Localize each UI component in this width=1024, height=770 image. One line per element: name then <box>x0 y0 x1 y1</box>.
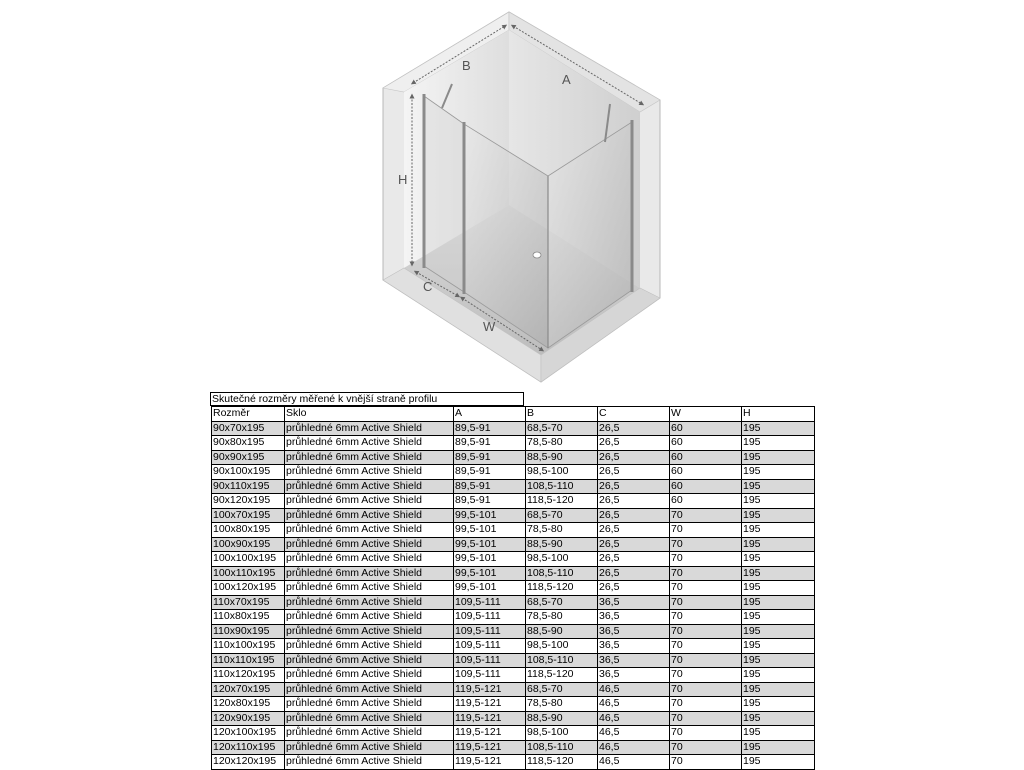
table-cell: 110x110x195 <box>212 653 285 668</box>
table-cell: 195 <box>742 552 815 567</box>
table-cell: 46,5 <box>598 711 670 726</box>
table-cell: 195 <box>742 479 815 494</box>
table-cell: 195 <box>742 537 815 552</box>
table-cell: 70 <box>670 523 742 538</box>
table-cell: 195 <box>742 523 815 538</box>
table-cell: průhledné 6mm Active Shield <box>285 523 454 538</box>
table-cell: průhledné 6mm Active Shield <box>285 421 454 436</box>
table-row <box>212 668 815 683</box>
table-cell: 195 <box>742 436 815 451</box>
table-cell: 68,5-70 <box>526 682 598 697</box>
table-cell: 100x100x195 <box>212 552 285 567</box>
table-cell: 120x80x195 <box>212 697 285 712</box>
table-cell: průhledné 6mm Active Shield <box>285 465 454 480</box>
table-cell: 119,5-121 <box>454 682 526 697</box>
table-cell: 70 <box>670 697 742 712</box>
table-row <box>212 740 815 755</box>
table-cell: 68,5-70 <box>526 508 598 523</box>
table-cell: 108,5-110 <box>526 566 598 581</box>
table-cell: 108,5-110 <box>526 740 598 755</box>
table-cell: průhledné 6mm Active Shield <box>285 595 454 610</box>
table-cell: 26,5 <box>598 523 670 538</box>
table-cell: 120x110x195 <box>212 740 285 755</box>
table-cell: 109,5-111 <box>454 639 526 654</box>
table-cell: 46,5 <box>598 697 670 712</box>
table-cell: 60 <box>670 479 742 494</box>
table-row <box>212 421 815 436</box>
table-cell: 70 <box>670 595 742 610</box>
table-cell: 70 <box>670 566 742 581</box>
table-cell: 26,5 <box>598 421 670 436</box>
table-row <box>212 726 815 741</box>
table-header-cell: W <box>670 407 742 422</box>
table-cell: 26,5 <box>598 552 670 567</box>
table-cell: průhledné 6mm Active Shield <box>285 552 454 567</box>
table-cell: 70 <box>670 508 742 523</box>
table-cell: 109,5-111 <box>454 624 526 639</box>
table-cell: 46,5 <box>598 740 670 755</box>
table-cell: 70 <box>670 552 742 567</box>
table-cell: 89,5-91 <box>454 479 526 494</box>
table-cell: průhledné 6mm Active Shield <box>285 726 454 741</box>
table-cell: 99,5-101 <box>454 581 526 596</box>
table-row <box>212 711 815 726</box>
table-cell: 36,5 <box>598 610 670 625</box>
table-cell: 109,5-111 <box>454 595 526 610</box>
table-row <box>212 552 815 567</box>
table-row <box>212 479 815 494</box>
table-cell: 90x100x195 <box>212 465 285 480</box>
table-cell: 120x100x195 <box>212 726 285 741</box>
table-cell: 88,5-90 <box>526 537 598 552</box>
table-cell: 46,5 <box>598 682 670 697</box>
table-cell: 70 <box>670 726 742 741</box>
table-cell: 26,5 <box>598 450 670 465</box>
table-cell: 90x90x195 <box>212 450 285 465</box>
table-cell: 119,5-121 <box>454 711 526 726</box>
table-header-cell: C <box>598 407 670 422</box>
table-cell: 90x120x195 <box>212 494 285 509</box>
table-cell: 90x80x195 <box>212 436 285 451</box>
table-cell: 100x80x195 <box>212 523 285 538</box>
table-cell: 100x70x195 <box>212 508 285 523</box>
table-cell: 89,5-91 <box>454 436 526 451</box>
table-cell: 195 <box>742 639 815 654</box>
table-cell: průhledné 6mm Active Shield <box>285 740 454 755</box>
table-cell: 36,5 <box>598 624 670 639</box>
table-cell: 109,5-111 <box>454 668 526 683</box>
table-cell: 89,5-91 <box>454 494 526 509</box>
table-row <box>212 639 815 654</box>
table-cell: 98,5-100 <box>526 726 598 741</box>
table-cell: 118,5-120 <box>526 755 598 770</box>
table-cell: 195 <box>742 755 815 770</box>
table-header-cell: B <box>526 407 598 422</box>
table-cell: průhledné 6mm Active Shield <box>285 508 454 523</box>
table-cell: 100x110x195 <box>212 566 285 581</box>
table-cell: 70 <box>670 711 742 726</box>
table-cell: 98,5-100 <box>526 639 598 654</box>
table-cell: 60 <box>670 494 742 509</box>
table-cell: 36,5 <box>598 653 670 668</box>
table-row <box>212 595 815 610</box>
table-cell: 68,5-70 <box>526 421 598 436</box>
table-cell: 118,5-120 <box>526 668 598 683</box>
table-cell: průhledné 6mm Active Shield <box>285 537 454 552</box>
table-row <box>212 610 815 625</box>
dim-label-w: W <box>483 319 496 334</box>
table-cell: průhledné 6mm Active Shield <box>285 697 454 712</box>
table-cell: 60 <box>670 450 742 465</box>
table-row <box>212 566 815 581</box>
table-cell: 70 <box>670 740 742 755</box>
table-cell: 70 <box>670 682 742 697</box>
table-row <box>212 450 815 465</box>
table-cell: 109,5-111 <box>454 653 526 668</box>
table-cell: 110x120x195 <box>212 668 285 683</box>
table-cell: průhledné 6mm Active Shield <box>285 711 454 726</box>
table-cell: 100x120x195 <box>212 581 285 596</box>
table-cell: 100x90x195 <box>212 537 285 552</box>
table-caption: Skutečné rozměry měřené k vnější straně profilu <box>210 392 524 406</box>
table-row <box>212 494 815 509</box>
table-cell: 88,5-90 <box>526 624 598 639</box>
table-cell: 98,5-100 <box>526 465 598 480</box>
table-cell: 108,5-110 <box>526 479 598 494</box>
table-cell: 120x90x195 <box>212 711 285 726</box>
table-cell: 70 <box>670 581 742 596</box>
table-cell: 99,5-101 <box>454 552 526 567</box>
table-cell: 70 <box>670 610 742 625</box>
table-cell: 68,5-70 <box>526 595 598 610</box>
table-cell: průhledné 6mm Active Shield <box>285 668 454 683</box>
table-cell: 119,5-121 <box>454 697 526 712</box>
table-cell: 78,5-80 <box>526 610 598 625</box>
drain-icon <box>533 252 541 258</box>
table-cell: 26,5 <box>598 465 670 480</box>
table-header-cell: H <box>742 407 815 422</box>
table-cell: průhledné 6mm Active Shield <box>285 682 454 697</box>
table-cell: 26,5 <box>598 436 670 451</box>
table-cell: 110x90x195 <box>212 624 285 639</box>
dimensions-table <box>211 406 815 770</box>
table-cell: 60 <box>670 436 742 451</box>
table-cell: 26,5 <box>598 508 670 523</box>
table-cell: 26,5 <box>598 537 670 552</box>
table-cell: 119,5-121 <box>454 740 526 755</box>
table-row <box>212 537 815 552</box>
table-cell: 70 <box>670 537 742 552</box>
table-cell: 110x100x195 <box>212 639 285 654</box>
table-cell: průhledné 6mm Active Shield <box>285 450 454 465</box>
table-cell: průhledné 6mm Active Shield <box>285 494 454 509</box>
dim-label-a: A <box>562 72 571 87</box>
table-cell: 119,5-121 <box>454 726 526 741</box>
table-header-row <box>212 407 815 422</box>
table-row <box>212 682 815 697</box>
table-row <box>212 523 815 538</box>
table-cell: 70 <box>670 755 742 770</box>
table-cell: průhledné 6mm Active Shield <box>285 566 454 581</box>
table-cell: 108,5-110 <box>526 653 598 668</box>
table-cell: 195 <box>742 421 815 436</box>
table-cell: 36,5 <box>598 595 670 610</box>
table-cell: 98,5-100 <box>526 552 598 567</box>
table-cell: průhledné 6mm Active Shield <box>285 755 454 770</box>
table-cell: průhledné 6mm Active Shield <box>285 479 454 494</box>
table-cell: 99,5-101 <box>454 523 526 538</box>
table-cell: 36,5 <box>598 639 670 654</box>
table-cell: průhledné 6mm Active Shield <box>285 624 454 639</box>
table-cell: 195 <box>742 682 815 697</box>
table-cell: 46,5 <box>598 726 670 741</box>
table-cell: 78,5-80 <box>526 436 598 451</box>
table-cell: 195 <box>742 726 815 741</box>
table-cell: 118,5-120 <box>526 494 598 509</box>
table-cell: 60 <box>670 421 742 436</box>
table-header-cell: A <box>454 407 526 422</box>
table-cell: 120x70x195 <box>212 682 285 697</box>
table-cell: 195 <box>742 581 815 596</box>
dim-label-h: H <box>398 172 408 187</box>
table-cell: 89,5-91 <box>454 421 526 436</box>
table-row <box>212 465 815 480</box>
table-row <box>212 508 815 523</box>
table-cell: 120x120x195 <box>212 755 285 770</box>
table-cell: 195 <box>742 711 815 726</box>
table-cell: 99,5-101 <box>454 566 526 581</box>
table-row <box>212 755 815 770</box>
table-row <box>212 436 815 451</box>
table-cell: průhledné 6mm Active Shield <box>285 436 454 451</box>
table-cell: 195 <box>742 465 815 480</box>
table-cell: 118,5-120 <box>526 581 598 596</box>
dim-label-c: C <box>423 279 433 294</box>
table-header-cell: Sklo <box>285 407 454 422</box>
table-cell: 89,5-91 <box>454 450 526 465</box>
table-cell: 110x70x195 <box>212 595 285 610</box>
table-cell: 195 <box>742 740 815 755</box>
table-cell: průhledné 6mm Active Shield <box>285 639 454 654</box>
table-cell: 99,5-101 <box>454 537 526 552</box>
table-cell: 78,5-80 <box>526 697 598 712</box>
table-cell: 90x70x195 <box>212 421 285 436</box>
table-row <box>212 697 815 712</box>
table-cell: 89,5-91 <box>454 465 526 480</box>
dim-label-b: B <box>462 58 471 73</box>
table-cell: 26,5 <box>598 494 670 509</box>
table-cell: 195 <box>742 653 815 668</box>
table-cell: 195 <box>742 566 815 581</box>
table-cell: 119,5-121 <box>454 755 526 770</box>
table-cell: 195 <box>742 450 815 465</box>
table-cell: 88,5-90 <box>526 450 598 465</box>
table-row <box>212 624 815 639</box>
table-cell: 195 <box>742 494 815 509</box>
table-cell: 36,5 <box>598 668 670 683</box>
table-cell: 60 <box>670 465 742 480</box>
table-cell: 46,5 <box>598 755 670 770</box>
table-cell: 70 <box>670 624 742 639</box>
table-cell: 195 <box>742 610 815 625</box>
table-cell: 195 <box>742 697 815 712</box>
table-cell: 109,5-111 <box>454 610 526 625</box>
table-cell: průhledné 6mm Active Shield <box>285 653 454 668</box>
table-cell: 78,5-80 <box>526 523 598 538</box>
table-cell: 70 <box>670 668 742 683</box>
table-cell: 99,5-101 <box>454 508 526 523</box>
table-cell: 195 <box>742 668 815 683</box>
table-row <box>212 653 815 668</box>
table-cell: 195 <box>742 595 815 610</box>
table-cell: průhledné 6mm Active Shield <box>285 610 454 625</box>
table-cell: 195 <box>742 624 815 639</box>
table-cell: 26,5 <box>598 566 670 581</box>
table-cell: 26,5 <box>598 479 670 494</box>
table-cell: 110x80x195 <box>212 610 285 625</box>
table-cell: průhledné 6mm Active Shield <box>285 581 454 596</box>
table-row <box>212 581 815 596</box>
table-cell: 195 <box>742 508 815 523</box>
table-cell: 88,5-90 <box>526 711 598 726</box>
table-header-cell: Rozměr <box>212 407 285 422</box>
table-cell: 26,5 <box>598 581 670 596</box>
table-cell: 70 <box>670 653 742 668</box>
table-cell: 90x110x195 <box>212 479 285 494</box>
table-cell: 70 <box>670 639 742 654</box>
